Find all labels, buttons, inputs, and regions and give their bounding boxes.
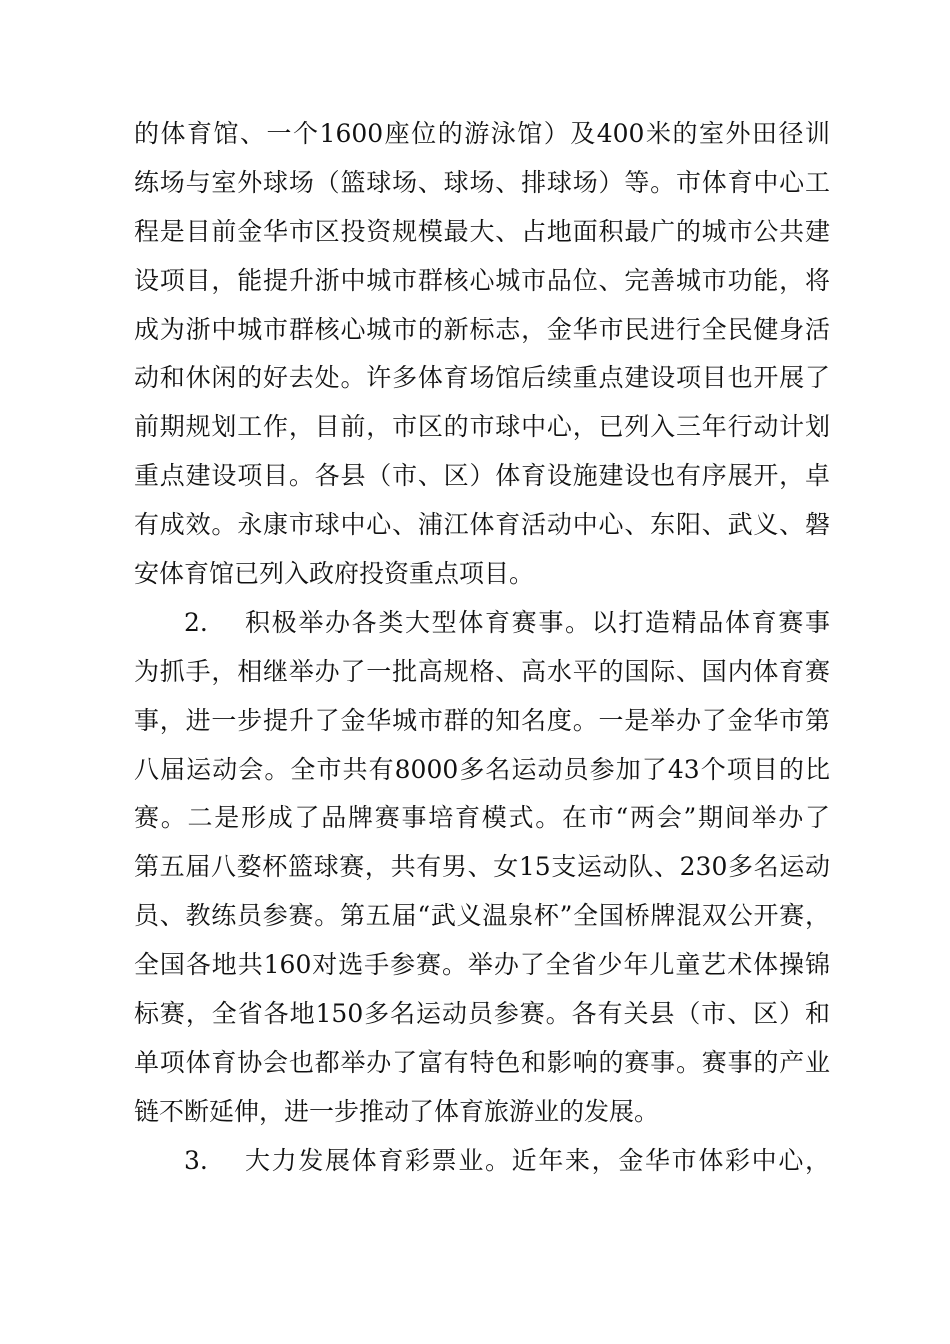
- text-line: 第五届八婺杯篮球赛，共有男、女15支运动队、230多名运动: [134, 852, 830, 882]
- item-number: 3.: [184, 1145, 208, 1175]
- text-line: 八届运动会。全市共有8000多名运动员参加了43个项目的比: [134, 754, 830, 784]
- item-first-line: 积极举办各类大型体育赛事。以打造精品体育赛事: [245, 607, 830, 637]
- text-line: 赛。二是形成了品牌赛事培育模式。在市“两会”期间举办了: [134, 803, 830, 833]
- text-line: 安体育馆已列入政府投资重点项目。: [134, 559, 535, 589]
- text-line: 单项体育协会也都举办了富有特色和影响的赛事。赛事的产业: [134, 1047, 830, 1077]
- text-line: 为抓手，相继举办了一批高规格、高水平的国际、国内体育赛: [134, 656, 830, 686]
- text-line: 程是目前金华市区投资规模最大、占地面积最广的城市公共建: [134, 216, 830, 246]
- item-first-line: 大力发展体育彩票业。近年来，金华市体彩中心，: [245, 1145, 830, 1175]
- text-line: 标赛，全省各地150多名运动员参赛。各有关县（市、区）和: [134, 999, 830, 1029]
- text-line: 练场与室外球场（篮球场、球场、排球场）等。市体育中心工: [134, 167, 830, 197]
- text-line: 重点建设项目。各县（市、区）体育设施建设也有序展开，卓: [134, 461, 830, 491]
- text-line: 事，进一步提升了金华城市群的知名度。一是举办了金华市第: [134, 705, 830, 735]
- paragraph-sports-events: [134, 599, 830, 1137]
- paragraph-sports-lottery: [134, 1137, 830, 1186]
- text-line: 有成效。永康市球中心、浦江体育活动中心、东阳、武义、磐: [134, 510, 830, 540]
- item-number: 2.: [184, 607, 208, 637]
- text-line: 全国各地共160对选手参赛。举办了全省少年儿童艺术体操锦: [134, 950, 830, 980]
- text-line: 的体育馆、一个1600座位的游泳馆）及400米的室外田径训: [134, 119, 830, 148]
- text-line: 设项目，能提升浙中城市群核心城市品位、完善城市功能，将: [134, 265, 830, 295]
- text-line: 前期规划工作，目前，市区的市球中心，已列入三年行动计划: [134, 412, 830, 442]
- item-heading-line: [134, 1137, 830, 1186]
- text-line: 链不断延伸，进一步推动了体育旅游业的发展。: [134, 1096, 660, 1126]
- document-page: [134, 110, 830, 1186]
- text-line: 成为浙中城市群核心城市的新标志，金华市民进行全民健身活: [134, 314, 830, 344]
- item-heading-line: [134, 599, 830, 648]
- text-line: 动和休闲的好去处。许多体育场馆后续重点建设项目也开展了: [134, 363, 830, 393]
- paragraph-sports-facilities: [134, 110, 830, 599]
- text-line: 员、教练员参赛。第五届“武义温泉杯”全国桥牌混双公开赛，: [134, 901, 830, 931]
